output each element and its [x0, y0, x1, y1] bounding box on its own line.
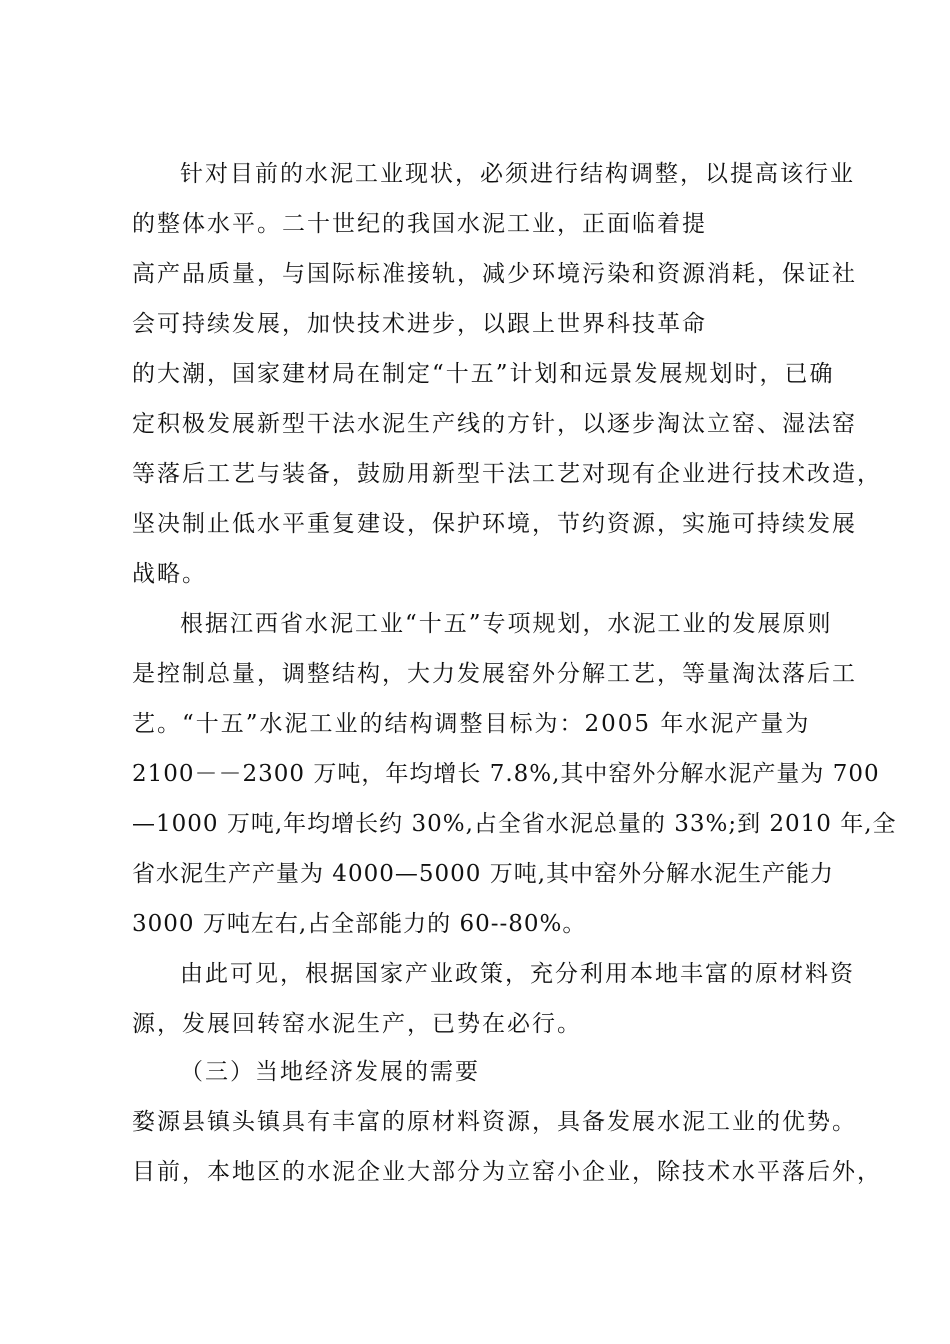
paragraph-3-line-1: 由此可见，根据国家产业政策，充分利用本地丰富的原材料资 — [180, 961, 855, 987]
paragraph-2-line-6: 省水泥生产产量为 4000—5000 万吨,其中窑外分解水泥生产能力 — [132, 861, 834, 887]
paragraph-2-line-4: 2100－－2300 万吨，年均增长 7.8%,其中窑外分解水泥产量为 700 — [132, 761, 880, 787]
paragraph-1-line-2: 的整体水平。二十世纪的我国水泥工业，正面临着提 — [132, 211, 707, 237]
paragraph-2-line-7: 3000 万吨左右,占全部能力的 60--80%。 — [132, 911, 587, 937]
section-heading: （三）当地经济发展的需要 — [180, 1059, 480, 1085]
paragraph-2-line-1: 根据江西省水泥工业“十五”专项规划，水泥工业的发展原则 — [180, 611, 833, 637]
paragraph-2-line-3: 艺。“十五”水泥工业的结构调整目标为：2005 年水泥产量为 — [132, 711, 811, 737]
paragraph-1-line-8: 坚决制止低水平重复建设，保护环境，节约资源，实施可持续发展 — [132, 511, 857, 537]
paragraph-4-line-2: 目前，本地区的水泥企业大部分为立窑小企业，除技术水平落后外， — [132, 1159, 882, 1185]
paragraph-1-line-3: 高产品质量，与国际标准接轨，减少环境污染和资源消耗，保证社 — [132, 261, 857, 287]
paragraph-1-line-7: 等落后工艺与装备，鼓励用新型干法工艺对现有企业进行技术改造， — [132, 461, 882, 487]
paragraph-3-line-2: 源，发展回转窑水泥生产，已势在必行。 — [132, 1011, 582, 1037]
paragraph-2-line-5: —1000 万吨,年均增长约 30%,占全省水泥总量的 33%;到 2010 年,全 — [132, 811, 897, 837]
paragraph-1-line-4: 会可持续发展，加快技术进步，以跟上世界科技革命 — [132, 311, 707, 337]
paragraph-2-line-2: 是控制总量，调整结构，大力发展窑外分解工艺，等量淘汰落后工 — [132, 661, 857, 687]
paragraph-4-line-1: 婺源县镇头镇具有丰富的原材料资源，具备发展水泥工业的优势。 — [132, 1109, 857, 1135]
paragraph-1-line-6: 定积极发展新型干法水泥生产线的方针，以逐步淘汰立窑、湿法窑 — [132, 411, 857, 437]
paragraph-1-line-5: 的大潮，国家建材局在制定“十五”计划和远景发展规划时，已确 — [132, 361, 835, 387]
paragraph-1-line-9: 战略。 — [132, 561, 207, 587]
paragraph-1-line-1: 针对目前的水泥工业现状，必须进行结构调整，以提高该行业 — [180, 161, 855, 187]
